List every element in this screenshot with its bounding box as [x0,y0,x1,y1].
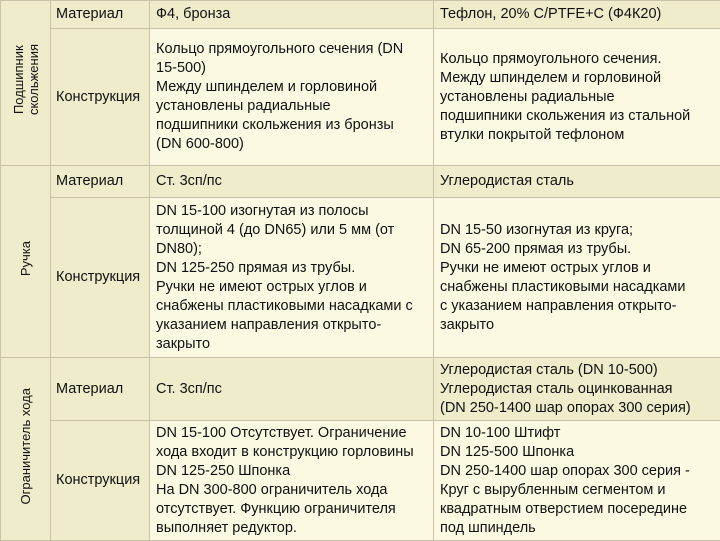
ptfe-cell: Углеродистая сталь [434,166,720,198]
ptfe-cell: Тефлон, 20% С/PTFE+C (Ф4К20) [434,1,720,29]
bronze-cell: DN 15-100 Отсутствует. Ограничение хода входит в конструкцию горловины DN 125-250 Шпонка На DN 300-800 ограничитель хода отсутствует. Функцию ограничителя выполняет редуктор. [150,421,434,541]
ptfe-cell: DN 15-50 изогнутая из круга; DN 65-200 прямая из трубы. Ручки не имеют острых углов и снабжены пластиковыми насадками с указанием направления открыто- закрыто [434,198,720,358]
row-label: Материал [51,166,150,198]
ptfe-cell: DN 10-100 Штифт DN 125-500 Шпонка DN 250-1400 шар опорах 300 серия - Круг с вырубленным сегментом и квадратным отверстием посередине под шпиндель [434,421,720,541]
table-row [1,358,720,421]
ptfe-cell: Кольцо прямоугольного сечения. Между шпинделем и горловиной установлены радиальные подшипники скольжения из стальной втулки покрытой тефлоном [434,29,720,166]
row-label: Материал [51,1,150,29]
row-label: Конструкция [51,198,150,358]
table-row [1,421,720,541]
row-label: Материал [51,358,150,421]
table-row [1,198,720,358]
bronze-cell: Ст. 3сп/пс [150,358,434,421]
row-label: Конструкция [51,29,150,166]
bronze-cell: Кольцо прямоугольного сечения (DN 15-500) Между шпинделем и горловиной установлены радиальные подшипники скольжения из бронзы (DN 600-800) [150,29,434,166]
table-row [1,29,720,166]
bronze-cell: Ф4, бронза [150,1,434,29]
section-title-bearing: Подшипник скольжения [1,1,51,166]
bronze-cell: Ст. 3сп/пс [150,166,434,198]
row-label: Конструкция [51,421,150,541]
bronze-cell: DN 15-100 изогнутая из полосы толщиной 4 (до DN65) или 5 мм (от DN80); DN 125-250 прямая из трубы. Ручки не имеют острых углов и снабжены пластиковыми насадками с указанием направления открыто- закрыто [150,198,434,358]
section-title-travel-limiter: Ограничитель хода [1,358,51,541]
table-row [1,1,720,29]
table-row [1,166,720,198]
ptfe-cell: Углеродистая сталь (DN 10-500) Углеродистая сталь оцинкованная (DN 250-1400 шар опорах 300 серия) [434,358,720,421]
section-title-handle: Ручка [1,166,51,358]
